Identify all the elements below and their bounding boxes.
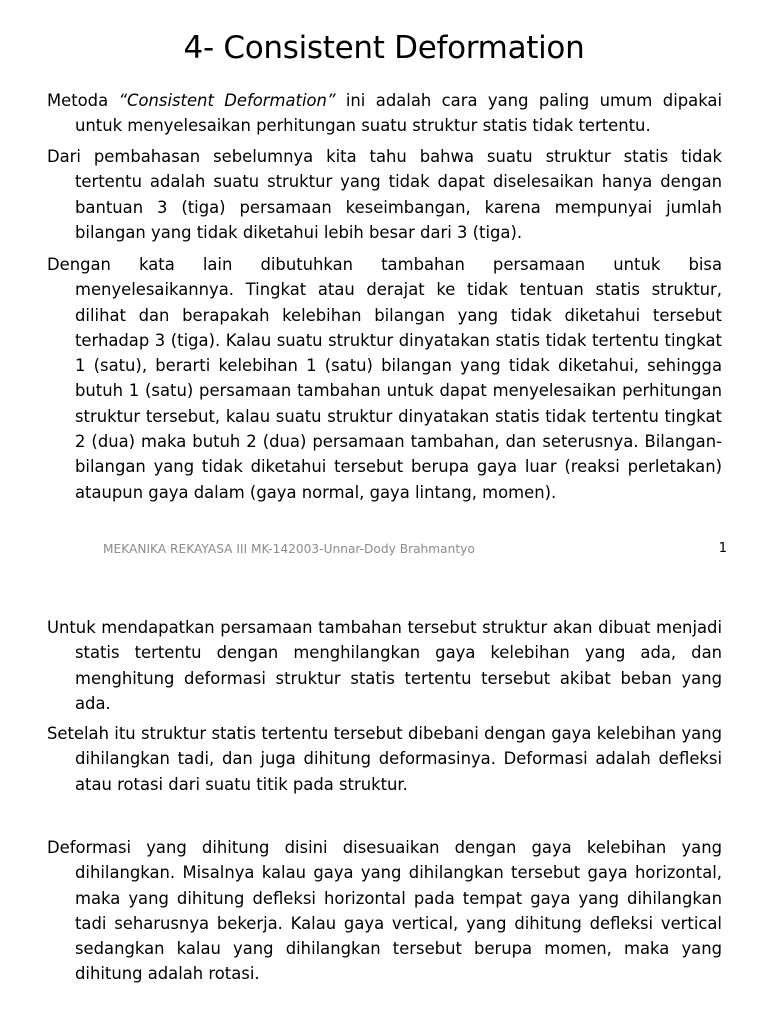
paragraph-1-suffix: ini adalah cara yang paling umum dipakai untuk menyelesaikan perhitungan suatu struktur statis tidak tertentu.: [75, 91, 722, 136]
paragraph-5: Setelah itu struktur statis tertentu tersebut dibebani dengan gaya kelebihan yang dihilangkan tadi, dan juga dihitung deformasinya. Deformasi adalah defleksi atau rotasi dari suatu titik pada struktur.: [47, 724, 722, 794]
slide-2: [0, 575, 768, 1024]
paragraph-1: [47, 88, 722, 139]
paragraph-6: Deformasi yang dihitung disini disesuaikan dengan gaya kelebihan yang dihilangkan. Misalnya kalau gaya yang dihilangkan tersebut gaya horizontal, maka yang dihitung defleksi horizontal pada tempat gaya yang dihilangkan tadi seharusnya bekerja. Kalau gaya vertical, yang dihitung defleksi vertical sedangkan kalau yang dihilangkan tersebut berupa momen, maka yang dihitung adalah rotasi.: [47, 838, 722, 984]
paragraph-3: Dengan kata lain dibutuhkan tambahan persamaan untuk bisa menyelesaikannya. Tingkat atau derajat ke tidak tentuan statis struktur, dilihat dan berapakah kelebihan bilangan yang tidak diketahui tersebut terhadap 3 (tiga). Kalau suatu struktur dinyatakan statis tidak tertentu tingkat 1 (satu), berarti kelebihan 1 (satu) bilangan yang tidak diketahui, sehingga butuh 1 (satu) persamaan tambahan untuk dapat menyelesaikan perhitungan struktur tersebut, kalau suatu struktur dinyatakan statis tidak tertentu tingkat 2 (dua) maka butuh 2 (dua) persamaan tambahan, dan seterusnya. Bilangan-bilangan yang tidak diketahui tersebut berupa gaya luar (reaksi perletakan) ataupun gaya dalam (gaya normal, gaya lintang, momen).: [47, 255, 722, 502]
paragraph-1-prefix: Metoda: [47, 91, 119, 110]
slide-title: 4- Consistent Deformation: [183, 30, 585, 66]
paragraph-2: Dari pembahasan sebelumnya kita tahu bahwa suatu struktur statis tidak tertentu adalah suatu struktur yang tidak dapat diselesaikan hanya dengan bantuan 3 (tiga) persamaan keseimbangan, karena mempunyai jumlah bilangan yang tidak diketahui lebih besar dari 3 (tiga).: [47, 147, 722, 242]
slide-footer: MEKANIKA REKAYASA III MK-142003-Unnar-Dody Brahmantyo: [103, 542, 475, 556]
method-name: “Consistent Deformation”: [118, 91, 336, 110]
page-number: 1: [718, 541, 727, 556]
paragraph-4: Untuk mendapatkan persamaan tambahan tersebut struktur akan dibuat menjadi statis tertentu dengan menghilangkan gaya kelebihan yang ada, dan menghitung deformasi struktur statis tertentu tersebut akibat beban yang ada.: [47, 618, 722, 713]
